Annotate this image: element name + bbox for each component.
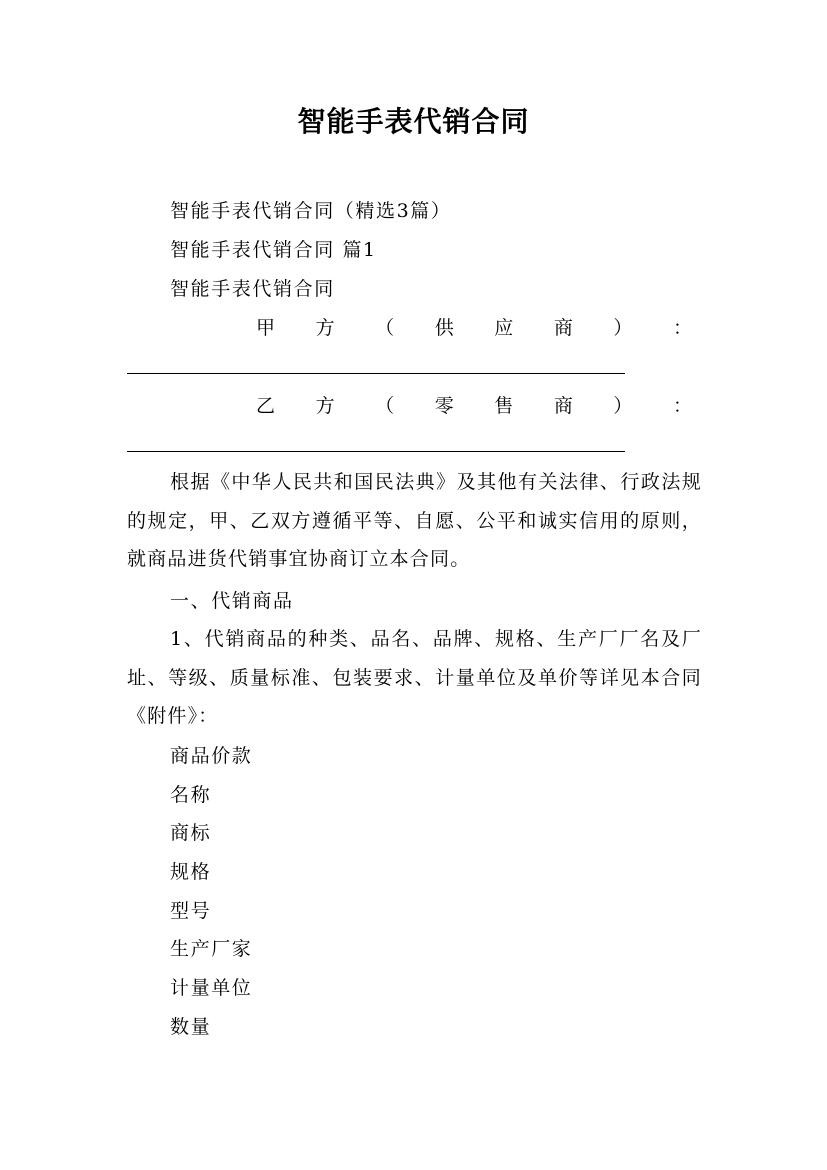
party-b-blank-line [127,451,625,452]
party-b-char: ： [672,395,692,417]
item-line: 名称 [170,784,212,806]
item-line: 商标 [170,822,212,844]
party-a-char: （ [375,317,395,339]
item-line: 规格 [170,861,212,883]
item-line: 数量 [170,1016,212,1038]
party-b-char: 乙 [256,395,276,417]
party-b-char: ） [613,395,633,417]
party-a-char: ： [672,317,692,339]
party-a-char: 甲 [256,317,276,339]
party-b-label [256,393,692,419]
party-a-label [256,315,692,341]
article-1-heading: 一、代销商品 [170,590,294,612]
item-line: 计量单位 [170,977,253,999]
party-b-char: （ [375,395,395,417]
item-line: 生产厂家 [170,938,253,960]
section-heading: 智能手表代销合同 篇1 [170,239,377,261]
item-line: 型号 [170,900,212,922]
document-title: 智能手表代销合同 [297,105,530,138]
party-b-char: 商 [553,395,573,417]
intro-paragraph: 根据《中华人民共和国民法典》及其他有关法律、行政法规的规定，甲、乙双方遵循平等、自愿、公平和诚实信用的原则，就商品进货代销事宜协商订立本合同。 [127,471,702,570]
party-a-char: 应 [494,317,514,339]
article-1-clause-1: 1、代销商品的种类、品名、品牌、规格、生产厂厂名及厂址、等级、质量标准、包装要求、计量单位及单价等详见本合同《附件》： [127,628,702,727]
party-a-char: ） [613,317,633,339]
party-b-char: 零 [434,395,454,417]
party-b-char: 方 [315,395,335,417]
item-line: 商品价款 [170,745,253,767]
party-b-char: 售 [494,395,514,417]
party-a-char: 商 [553,317,573,339]
contract-name: 智能手表代销合同 [170,278,335,300]
party-a-blank-line [127,373,625,374]
party-a-char: 方 [315,317,335,339]
document-subtitle: 智能手表代销合同（精选3篇） [170,200,452,222]
party-a-char: 供 [434,317,454,339]
